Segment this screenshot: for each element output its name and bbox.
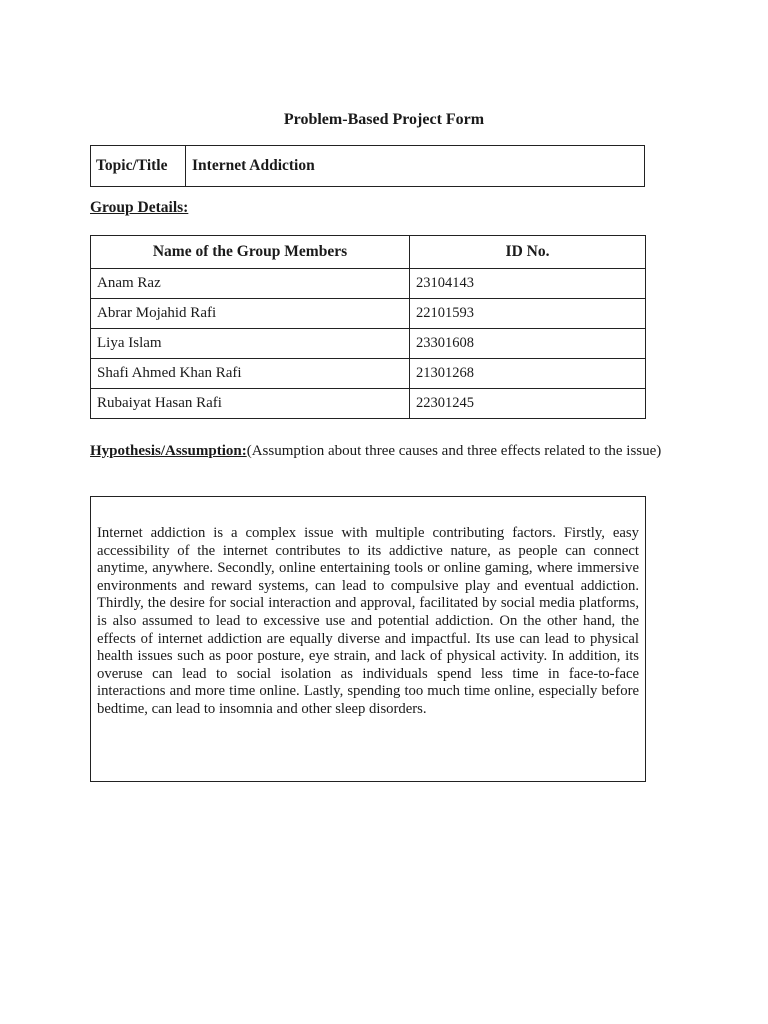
- hypothesis-heading: [90, 442, 690, 460]
- member-name: Abrar Mojahid Rafi: [91, 299, 410, 329]
- table-row: [91, 269, 646, 299]
- table-row: [91, 389, 646, 419]
- member-name: Shafi Ahmed Khan Rafi: [91, 359, 410, 389]
- hypothesis-text: Internet addiction is a complex issue with multiple contributing factors. Firstly, easy accessibility of the internet contributes to its addictive nature, as people can connect anytime, anywhere. Secondly, online entertaining tools or online gaming, where immersive environments and reward systems, can lead to compulsive play and eventual addiction. Thirdly, the desire for social interaction and approval, facilitated by social media platforms, is also assumed to lead to excessive use and potential addiction. On the other hand, the effects of internet addiction are equally diverse and impactful. Its use can lead to physical health issues such as poor posture, eye strain, and lack of physical activity. In addition, its overuse can lead to social isolation as individuals spend less time in face-to-face interactions and more time online. Lastly, spending too much time online, especially before bedtime, can lead to insomnia and other sleep disorders.: [97, 525, 639, 717]
- member-name: Liya Islam: [91, 329, 410, 359]
- table-row: [91, 329, 646, 359]
- members-table-header-row: [91, 236, 646, 269]
- member-id: 21301268: [410, 359, 646, 389]
- group-details-heading: Group Details:: [90, 199, 189, 216]
- member-id: 22301245: [410, 389, 646, 419]
- topic-value: Internet Addiction: [192, 157, 315, 174]
- hypothesis-box: [90, 496, 646, 782]
- members-table: [90, 235, 646, 419]
- member-id: 23301608: [410, 329, 646, 359]
- hypothesis-instruction: (Assumption about three causes and three effects related to the issue): [246, 443, 662, 459]
- member-name: Rubaiyat Hasan Rafi: [91, 389, 410, 419]
- topic-label: Topic/Title: [91, 146, 186, 186]
- table-row: [91, 359, 646, 389]
- member-name: Anam Raz: [91, 269, 410, 299]
- column-header-id: ID No.: [410, 236, 646, 269]
- member-id: 23104143: [410, 269, 646, 299]
- column-header-name: Name of the Group Members: [91, 236, 410, 269]
- page-title: Problem-Based Project Form: [283, 111, 485, 128]
- table-row: [91, 299, 646, 329]
- hypothesis-label: Hypothesis/Assumption:: [90, 443, 247, 459]
- topic-table: [90, 145, 645, 187]
- member-id: 22101593: [410, 299, 646, 329]
